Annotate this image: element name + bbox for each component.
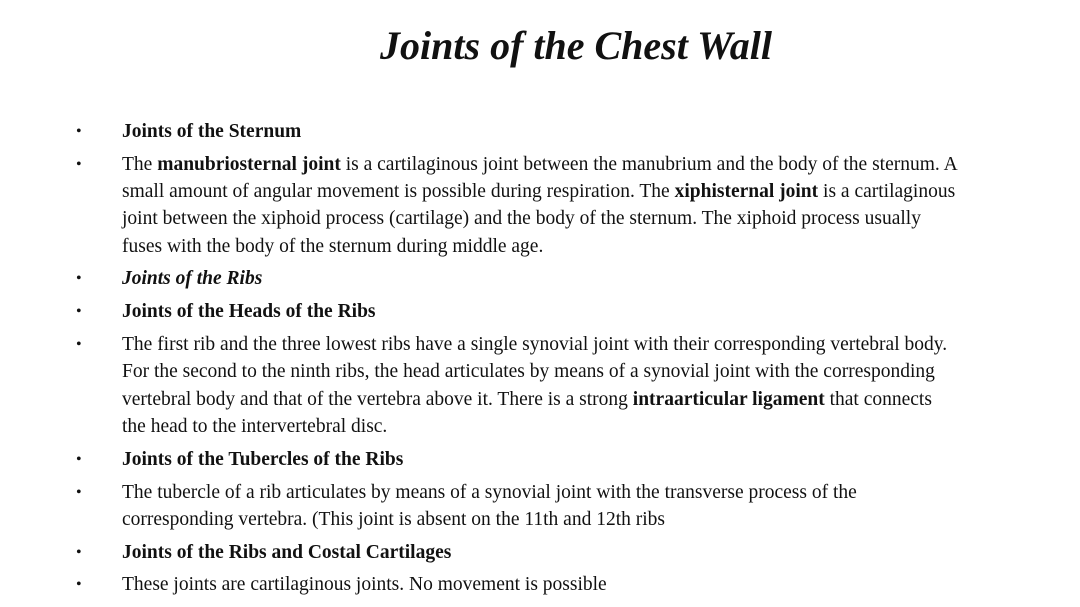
bullet-dot: • xyxy=(76,336,82,354)
bullet-dot: • xyxy=(76,576,82,594)
bold-term: manubriosternal joint xyxy=(157,153,341,175)
text-line xyxy=(122,413,1076,440)
text-run: For the second to the ninth ribs, the head articulates by means of a synovial joint with the corresponding xyxy=(122,361,935,383)
bullet-item xyxy=(76,118,1076,145)
bold-term: xiphisternal joint xyxy=(674,181,819,203)
text-run: The xyxy=(122,153,158,175)
text-run: fuses with the body of the sternum during middle age. xyxy=(122,235,544,257)
section-heading: Joints of the Tubercles of the Ribs xyxy=(122,448,404,470)
text-run: the head to the intervertebral disc. xyxy=(122,415,388,437)
bullet-dot: • xyxy=(76,270,82,288)
bold-term: intraarticular ligament xyxy=(632,388,825,410)
text-line xyxy=(122,205,1076,232)
bullet-item xyxy=(76,539,1076,566)
bullet-text xyxy=(122,479,1076,534)
bullet-item xyxy=(76,571,1076,598)
text-run: is a cartilaginous joint between the manubrium and the body of the sternum. A xyxy=(340,153,958,175)
text-line xyxy=(122,331,1076,358)
text-run: These joints are cartilaginous joints. No movement is possible xyxy=(122,574,607,596)
bullet-item xyxy=(76,331,1076,440)
text-line xyxy=(122,358,1076,385)
text-run: The tubercle of a rib articulates by means of a synovial joint with the transverse process of the xyxy=(122,481,857,503)
text-line xyxy=(122,178,1076,205)
text-line xyxy=(122,506,1076,533)
bullet-text xyxy=(122,151,1076,260)
text-run: The first rib and the three lowest ribs have a single synovial joint with their corresponding vertebral body. xyxy=(122,334,948,356)
text-run: is a cartilaginous xyxy=(818,181,956,203)
text-line xyxy=(122,151,1076,178)
section-heading: Joints of the Sternum xyxy=(122,121,302,142)
text-line xyxy=(122,233,1076,260)
bullet-dot: • xyxy=(76,155,82,173)
bullet-dot: • xyxy=(76,483,82,501)
text-run: joint between the xiphoid process (cartilage) and the body of the sternum. The xiphoid process usually xyxy=(122,208,921,230)
bullet-text xyxy=(122,331,1076,440)
bullet-dot: • xyxy=(76,450,82,468)
bullet-item xyxy=(76,446,1076,473)
bullet-item xyxy=(76,298,1076,325)
bullet-item xyxy=(76,151,1076,260)
section-heading: Joints of the Ribs and Costal Cartilages xyxy=(122,541,452,563)
slide-title: Joints of the Chest Wall xyxy=(380,23,772,68)
text-line xyxy=(122,386,1076,413)
bullet-dot: • xyxy=(76,543,82,561)
text-line xyxy=(122,479,1076,506)
section-heading: Joints of the Heads of the Ribs xyxy=(122,301,376,323)
bullet-list xyxy=(76,118,1076,604)
bullet-dot: • xyxy=(76,123,82,140)
bullet-item xyxy=(76,479,1076,534)
text-run: corresponding vertebra. (This joint is absent on the 11th and 12th ribs xyxy=(122,508,666,530)
text-run: small amount of angular movement is possible during respiration. The xyxy=(122,181,675,203)
bullet-text xyxy=(122,571,1076,598)
text-run: that connects xyxy=(824,388,932,410)
section-heading: Joints of the Ribs xyxy=(122,268,263,290)
text-line xyxy=(122,571,1076,598)
bullet-item xyxy=(76,265,1076,292)
bullet-dot: • xyxy=(76,303,82,321)
text-run: vertebral body and that of the vertebra above it. There is a strong xyxy=(122,388,633,410)
